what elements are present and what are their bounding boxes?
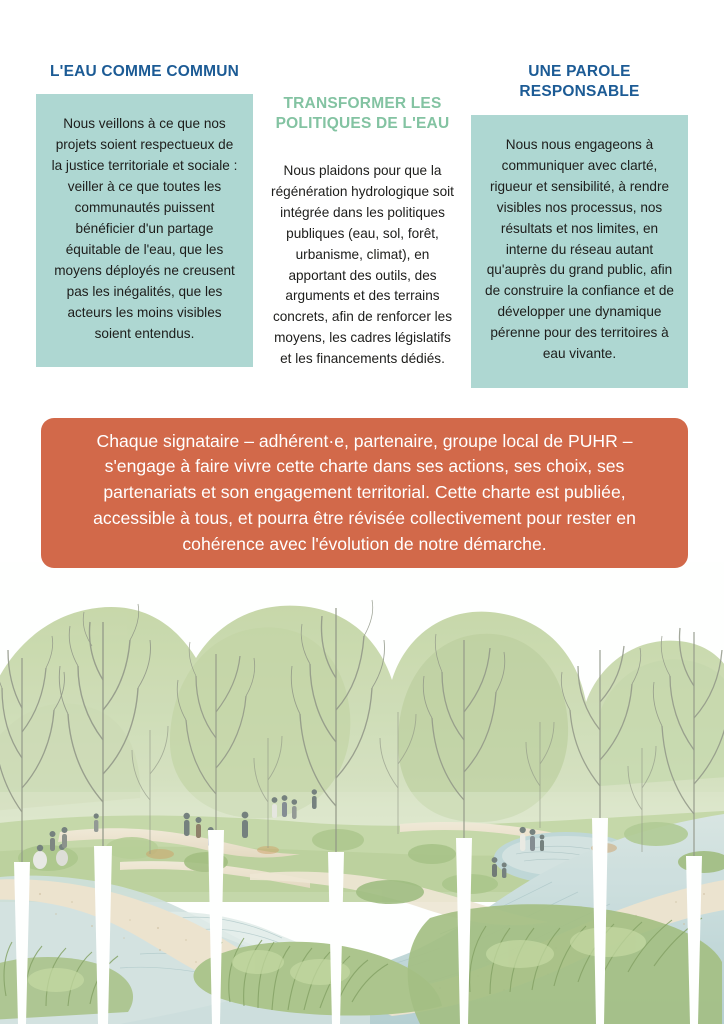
pillars-section xyxy=(0,0,724,410)
pillar-card-eau-commun xyxy=(36,62,253,367)
pillar-title: TRANSFORMER LES POLITIQUES DE L'EAU xyxy=(275,95,450,133)
pillar-title: UNE PAROLE RESPONSABLE xyxy=(519,63,640,101)
commitment-banner xyxy=(41,418,688,568)
pillar-card-parole-responsable xyxy=(471,62,688,388)
park-landscape-illustration xyxy=(0,562,724,1024)
pillar-body: Nous veillons à ce que nos projets soient respectueux de la justice territoriale et sociale : veiller à ce que toutes les communautés puissent bénéficier d'un partage équitable de l'eau, que les moyens déployés ne creusent pas les inégalités, que les acteurs les moins visibles soient entendus. xyxy=(36,94,253,367)
commitment-banner-text: Chaque signataire – adhérent·e, partenaire, groupe local de PUHR – s'engage à faire vivre cette charte dans ses actions, ses choix, ses partenariats et son engagement territorial. Cette charte est publiée, accessible à tous, et pourra être révisée collectivement pour rester en cohérence avec l'évolution de notre démarche. xyxy=(93,430,636,554)
pillar-title: L'EAU COMME COMMUN xyxy=(50,63,239,80)
pillar-card-politiques-eau xyxy=(258,94,467,392)
pillar-body: Nous nous engageons à communiquer avec clarté, rigueur et sensibilité, à rendre visibles nos processus, nos résultats et nos limites, en interne du réseau autant qu'auprès du grand public, afin de construire la confiance et de développer une dynamique pérenne pour des territoires à eau vivante. xyxy=(471,115,688,388)
landscape-svg xyxy=(0,562,724,1024)
pillar-body: Nous plaidons pour que la régénération hydrologique soit intégrée dans les politiques publiques (eau, sol, forêt, urbanisme, climat), en apportant des outils, des arguments et des terrains concrets, afin de renforcer les moyens, les cadres législatifs et les financements dédiés. xyxy=(271,162,454,367)
